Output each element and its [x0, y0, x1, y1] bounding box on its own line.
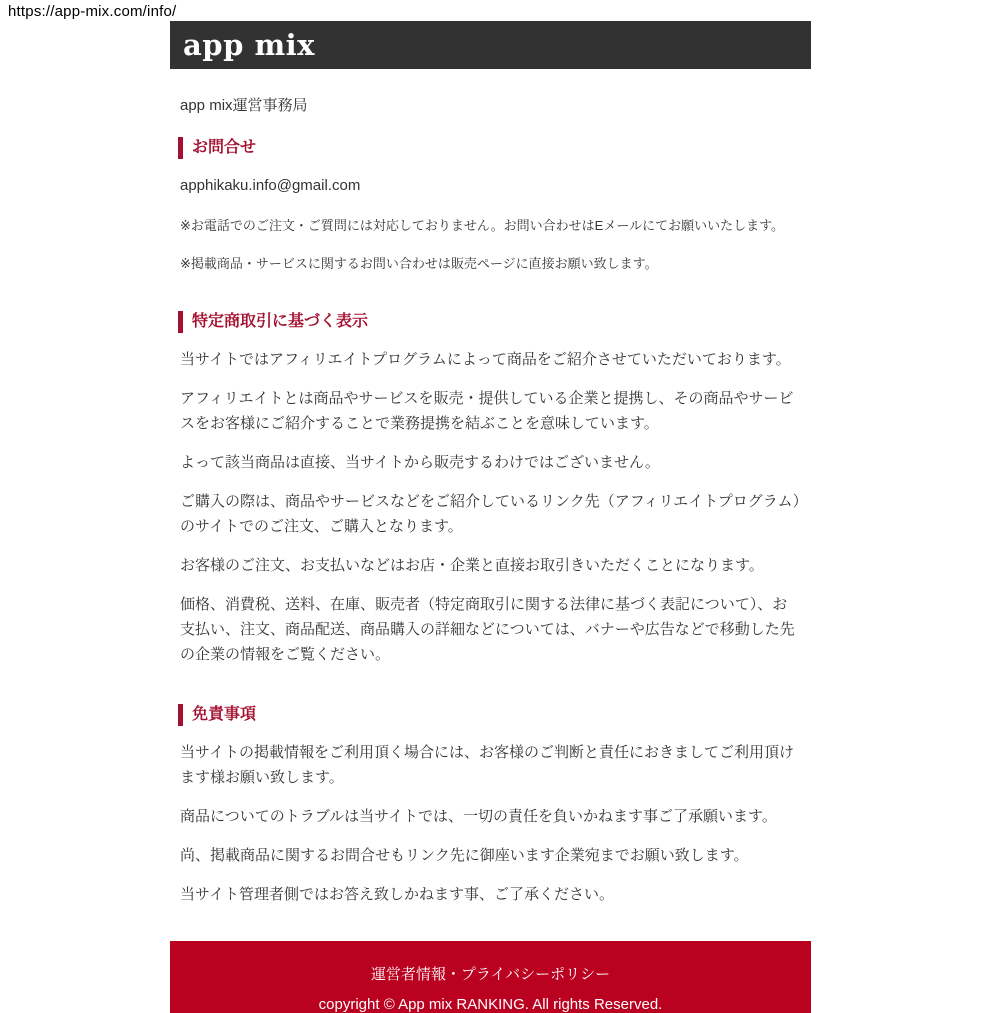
main-column	[170, 21, 811, 907]
body-paragraph: お客様のご注文、お支払いなどはお店・企業と直接お取引きいただくことになります。	[180, 557, 764, 574]
contact-email: apphikaku.info@gmail.com	[180, 177, 361, 194]
operator-info-privacy-policy-link[interactable]: 運営者情報・プライバシーポリシー	[370, 966, 611, 983]
site-header	[170, 21, 811, 69]
section-commercial-transactions	[180, 311, 801, 667]
body-paragraph: 尚、掲載商品に関するお問合せもリンク先に御座います企業宛までお願い致します。	[180, 847, 749, 864]
commercial-transactions-heading: 特定商取引に基づく表示	[178, 311, 801, 333]
site-logo: app mix	[183, 28, 315, 62]
body-paragraph: 当サイト管理者側ではお答え致しかねます事、ご了承ください。	[180, 886, 614, 903]
site-footer	[170, 941, 811, 1013]
disclaimer-heading: 免責事項	[178, 704, 801, 726]
body-paragraph: 当サイトではアフィリエイトプログラムによって商品をご紹介させていただいております。	[180, 351, 791, 368]
section-disclaimer	[180, 704, 801, 907]
page-content	[170, 93, 811, 907]
copyright-text: copyright © App mix RANKING. All rights Reserved.	[318, 996, 663, 1013]
body-paragraph: 価格、消費税、送料、在庫、販売者（特定商取引に関する法律に基づく表記について）、お支払い、注文、商品配送、商品購入の詳細などについては、バナーや広告などで移動した先の企業の情報をご覧ください。	[180, 596, 795, 663]
contact-note: ※掲載商品・サービスに関するお問い合わせは販売ページに直接お願い致します。	[180, 256, 658, 271]
body-paragraph: ご購入の際は、商品やサービスなどをご紹介しているリンク先（アフィリエイトプログラム）のサイトでのご注文、ご購入となります。	[180, 493, 801, 535]
body-paragraph: 商品についてのトラブルは当サイトでは、一切の責任を負いかねます事ご了承願います。	[180, 808, 777, 825]
url-overlay: https://app-mix.com/info/	[8, 3, 177, 20]
body-paragraph: よって該当商品は直接、当サイトから販売するわけではございません。	[180, 454, 660, 471]
operator-name: app mix運営事務局	[180, 97, 308, 114]
contact-note: ※お電話でのご注文・ご質問には対応しておりません。お問い合わせはEメールにてお願いいたします。	[180, 218, 785, 233]
contact-heading: お問合せ	[178, 137, 801, 159]
body-paragraph: 当サイトの掲載情報をご利用頂く場合には、お客様のご判断と責任におきましてご利用頂けます様お願い致します。	[180, 744, 794, 786]
body-paragraph: アフィリエイトとは商品やサービスを販売・提供している企業と提携し、その商品やサービスをお客様にご紹介することで業務提携を結ぶことを意味しています。	[180, 390, 794, 432]
section-contact	[180, 137, 801, 274]
